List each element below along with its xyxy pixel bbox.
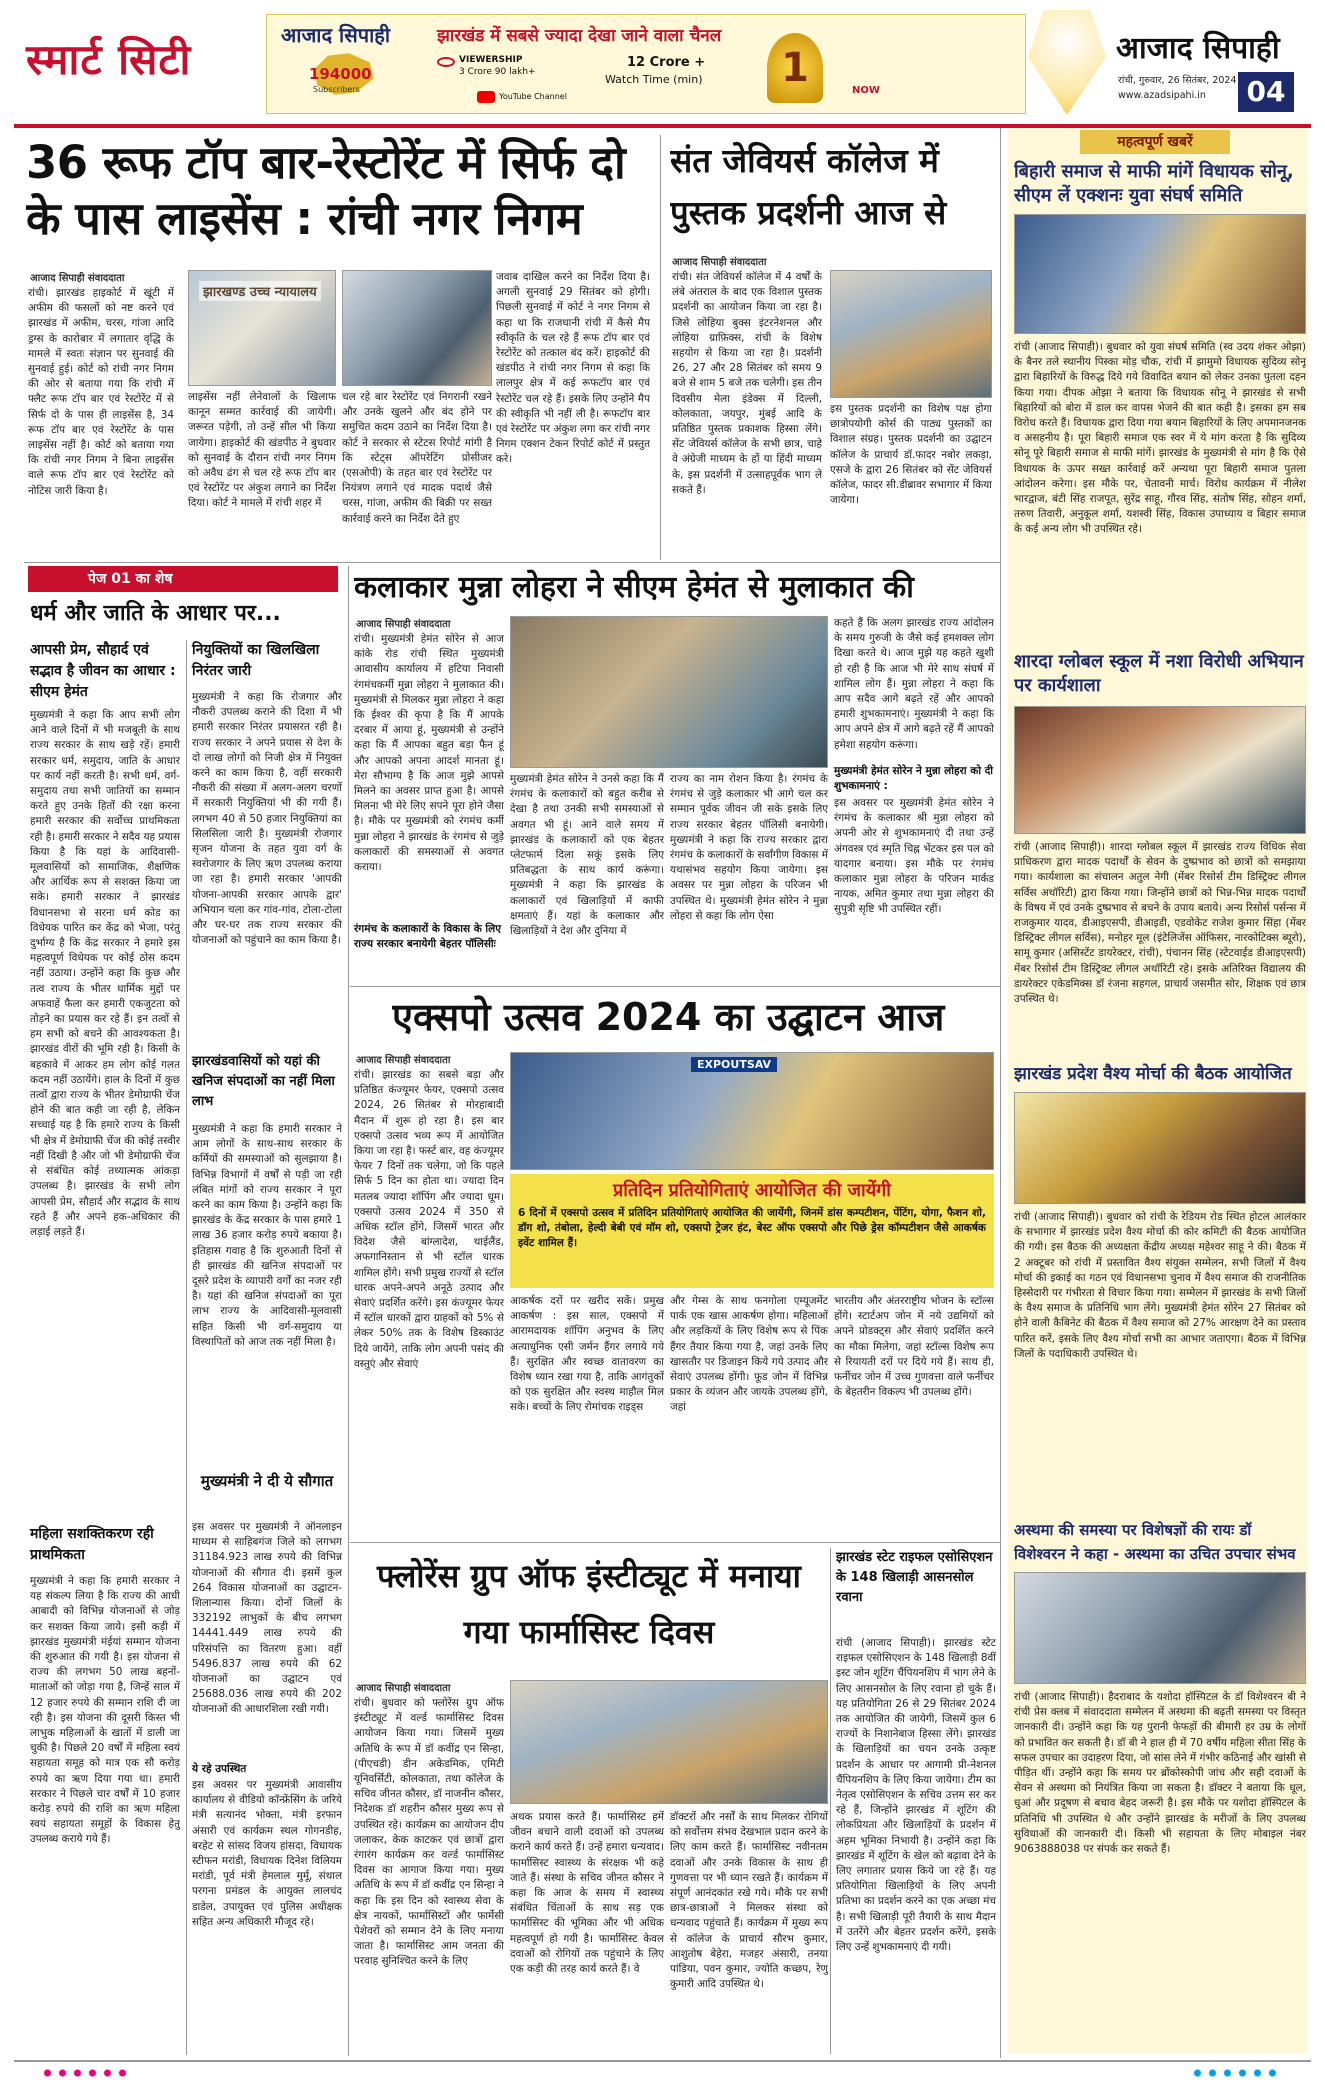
lead-col2-header-photo: [342, 270, 492, 386]
important-h1: बिहारी समाज से माफी मांगें विधायक सोनू, सीएम लें एक्शनः युवा संघर्ष समिति: [1014, 161, 1294, 206]
expo-col4: भारतीय और अंतरराष्ट्रीय भोजन के स्टॉल्स होंगे। स्टार्टअप जोन में नये उद्यमियों को अपने प्रोडक्ट्स और सेवाएं प्रदर्शित करने का मौका मिलेगा, जहां स्टॉल्स विशेष रूप से रियायती दरों पर दिये गये हैं। साथ ही, फर्नीचर जोन में उच्च गुणवत्ता वाले फर्नीचर के बेहतरीन विकल्प भी उपलब्ध होंगे।: [834, 1295, 994, 1399]
expo-col3: और गेम्स के साथ फनगोला एम्यूजमेंट पार्क एक खास आकर्षण होगा। महिलाओं और लड़कियों के लिए विशेष रूप से पिंक हैंगर तैयार किया गया है, जहां उनके लिए खासतौर पर डिजाइन किये गये उत्पाद और सेवाएं उपलब्ध होंगी। फूड जोन में विभिन्न प्रकार के व्यंजन और जायके उपलब्ध होंगे, जहां: [670, 1295, 828, 1414]
rifle-body: रांची (आजाद सिपाही)। झारखंड स्टेट राइफल एसोसिएशन के 148 खिलाड़ी 8वीं इस्ट जोन शूटिंग चैंपियनशिप में भाग लेने के लिए आसनसोल के लिए रवाना हो चुके हैं। यह प्रतियोगिता 26 से 29 सितंबर 2024 तक आयोजित की जायेगी, जिसमें कुल 6 राज्यों के निशानेबाज हिस्सा लेंगे। झारखंड के खिलाड़ियों का चयन उनके उत्कृष्ट प्रदर्शन के आधार पर आगामी प्री-नेशनल चैंपियनशिप के लिए किया जायेगा। टीम का नेतृत्व एसोसिएशन के सचिव उत्तम सर कर रहे हैं, जिन्होंने झारखंड में शूटिंग की लोकप्रियता और खिलाड़ियों के प्रदर्शन में अहम भूमिका निभायी है। उन्होंने कहा कि झारखंड में शूटिंग के खेल को बढ़ावा देने के लिए लगातार प्रयास किये जा रहे हैं। यह प्रतियोगिता खिलाड़ियों के लिए अपनी प्रतिभा का प्रदर्शन करने का एक अच्छा मंच है। सभी खिलाड़ी पूरी तैयारी के साथ मैदान में उतरेंगे और बेहतर प्रदर्शन करेंगे, इसके लिए उन्हें शुभकामनाएं दी गयी।: [836, 1637, 996, 1954]
eye-icon: [437, 57, 455, 67]
munna-byline: आजाद सिपाही संवाददाता: [356, 619, 451, 630]
expo-col1: रांची। झारखंड का सबसे बड़ा और प्रतिष्ठित कंज्यूमर फेयर, एक्सपो उत्सव 2024, 26 सितंबर से मोरहाबादी मैदान में शुरू हो रहा है। इस बार एक्सपो उत्सव भव्य रूप में आयोजित किया जा रहा है। फर्स्ट बार, वह कंज्यूमर फेयर 7 दिनों तक चलेगा, जो कि पहले सिर्फ 5 दिन का होता था। ज्यादा दिन मतलब ज्यादा शॉपिंग और ज्यादा धूम। एक्सपो उत्सव 2024 में 350 से अधिक स्टॉल होंगे, जिसमें भारत और विदेश जैसे बांग्लादेश, थाईलैंड, अफगानिस्तान से भी स्टॉल धारक शामिल होंगे। सभी प्रमुख राज्यों से स्टॉल धारक अपने-अपने अनूठे उत्पाद और सेवाएं प्रदर्शित करेंगे। इस कंज्यूमर फेयर में स्टॉल धारकों द्वारा ग्राहकों को 5% से लेकर 50% तक के विशेष डिस्काउंट दिये जायेंगे, ताकि लोग अपनी पसंद की वस्तुएं और सेवाएं: [354, 1069, 504, 1370]
munna-sub2: मुख्यमंत्री हेमंत सोरेन ने मुन्ना लोहरा को दी शुभकामनाएं :: [834, 765, 993, 792]
pen-nib-logo: [1028, 10, 1106, 115]
munna-col3: राज्य का नाम रोशन किया है। रंगमंच के रंगमंच से जुड़े कलाकार भी आगे चल कर सम्मान पूर्वक जीवन जी सके इसके लिए राज्य सरकार बेहतर पॉलिसी बनायेगी। मुख्यमंत्री ने कहा कि राज्य सरकार द्वारा रंगमंच के कलाकारों के सर्वांगीण विकास में यथासंभव सहयोग किया जायेगा। इस अवसर पर मुन्ना लोहरा के परिजन भी उपस्थित थे। मुख्यमंत्री हेमंत सोरेन ने मुन्ना लोहरा से कहा कि लोग ऐसा: [670, 773, 828, 922]
footer-rule: [14, 2060, 1311, 2062]
website[interactable]: www.azadsipahi.in: [1118, 90, 1206, 101]
footer-dots-right: [1190, 2068, 1280, 2078]
high-court-photo: [188, 270, 336, 386]
page1-sub3: नियुक्तियों का खिलखिला निरंतर जारी: [192, 642, 320, 679]
badge-number: 1: [781, 45, 809, 91]
page1-sub6: ये रहे उपस्थित: [192, 1763, 247, 1775]
ad-watchtime: 12 Crore +: [627, 55, 706, 70]
expo-banner-title: प्रतिदिन प्रतियोगिताएं आयोजित की जायेंगी: [613, 1180, 891, 1201]
pharma-photo: [510, 1680, 828, 1804]
xavier-col2: इस पुस्तक प्रदर्शनी का विशेष पक्ष होगा छात्रोपयोगी कोर्स की पाठ्य पुस्तकों का विशाल संग्रह। पुस्तक प्रदर्शनी का उद्घाटन कॉलेज के प्राचार्य डॉ.फादर नबोर लकड़ा, एसजे के द्वारा 26 सितंबर को सेंट जेवियर्स कॉलेज, फादर सी.डीब्रावर सभागार में किया जायेगा।: [830, 403, 992, 507]
xavier-col1: रांची। संत जेवियर्स कॉलेज में 4 वर्षों के लंबे अंतराल के बाद एक विशाल पुस्तक प्रदर्शनी का आयोजन किया जा रहा है। जिसे लोहिया बुक्स इंटरनेशनल और लोहिया ग्राफ़िक्स, रांची के विशेष सहयोग से किया जा रहा है। प्रदर्शनी 26, 27 और 28 सितंबर को समय 9 बजे से शाम 5 बजे तक चलेगी। इस तीन दिवसीय मेला इंडेक्स में दिल्ली, कोलकाता, जयपुर, मुंबई आदि के प्रतिष्ठित पुस्तक प्रकाशक हिस्सा लेंगे। सेंट जेवियर्स कॉलेज के सभी छात्र, चाहे वे अंग्रेजी माध्यम के हों या हिंदी माध्यम के, इस प्रदर्शनी में उत्साहपूर्वक भाग ले सकते हैं।: [672, 271, 822, 496]
ad-viewership: VIEWERSHIP: [459, 55, 523, 65]
important-photo3: [1014, 1092, 1306, 1204]
munna-col2: मुख्यमंत्री हेमंत सोरेन ने उनसे कहा कि मैं रंगमंच के कलाकारों को बहुत करीब से देखा है तथा उनकी सभी समस्याओं से अवगत भी हूं। आने वाले समय में झारखंड के कलाकारों को एक बेहतर प्लेटफार्म दिला सकूं इसके लिए प्रतिबद्धता के साथ कार्य करूंगा। मुख्यमंत्री ने कहा कि झारखंड के कलाकारों एवं खिलाड़ियों में काफी क्षमताएं हैं। यहां के कलाकार और खिलाड़ियों ने देश और दुनिया में: [510, 773, 664, 938]
important-h2: शारदा ग्लोबल स्कूल में नशा विरोधी अभियान पर कार्यशाला: [1014, 651, 1304, 696]
page1-p5: इस अवसर पर मुख्यमंत्री ने ऑनलाइन माध्यम से साहिबगंज जिले को लगभग 31184.923 लाख रुपये की विभिन्न योजनाओं की सौगात दी। इसमें कुल 264 विकास योजनाओं का उद्घाटन-शिलान्यास किया। दोनों जिलों के 332192 लाभुकों के बीच लगभग 14441.449 लाख रुपये की परिसंपत्ति का वितरण हुआ। वहीं 5496.837 लाख रुपये की 62 योजनाओं का उद्घाटन एवं 25688.036 लाख रुपये की 202 योजनाओं की आधारशिला रखी गयी।: [192, 1521, 342, 1716]
date-line: रांची, गुरुवार, 26 सितंबर, 2024: [1118, 75, 1237, 86]
important-label: महत्वपूर्ण खबरें: [1080, 130, 1230, 154]
xavier-byline: आजाद सिपाही संवाददाता: [672, 257, 767, 268]
expo-photo-banner: EXPOUTSAV: [691, 1057, 777, 1072]
important-photo2: [1014, 706, 1306, 834]
munna-col4: कहते हैं कि अलग झारखंड राज्य आंदोलन के समय गुरुजी के जैसे कई हमशक्ल लोग दिखा करते थे। आज मुझे यह कहते खुशी हो रही है कि आज भी मेरे साथ संघर्ष में शामिल लोग हैं। मुन्ना लोहरा ने कहा कि आप सदैव आगे बढ़ते रहें और आपको हमारी शुभकामनाएं। मुख्यमंत्री ने कहा कि आप अपने क्षेत्र में आगे बढ़ते रहें मैं आपको हमेशा सहयोग करूंगा।: [834, 617, 994, 751]
lead-col4: जवाब दाखिल करने का निर्देश दिया है। अगली सुनवाई 29 सितंबर को होगी। पिछली सुनवाई में कोर्ट ने नगर निगम से कहा था कि राजधानी रांची में कैसे मैप स्वीकृति के चल रहे हैं रूफ टॉप बार एवं रेस्टोरेंट को तत्काल बंद करें। हाइकोर्ट की खंडपीठ ने रांची नगर निगम से कहा कि लालपुर क्षेत्र में कई रूफटॉप बार एवं रेस्टोरेंट चल रहे हैं। इसके लिए उन्होंने मैप की स्वीकृति भी नहीं ली है। रूफटॉप बार एवं रेस्टोरेंट पर अंकुश लगा कर रांची नगर निगम एक्शन टेकन रिपोर्ट कोर्ट में प्रस्तुत करे।: [496, 271, 650, 466]
ad-youtube-label: YouTube Channel: [499, 92, 567, 101]
page1-p2: मुख्यमंत्री ने कहा कि हमारी सरकार ने यह संकल्प लिया है कि राज्य की आधी आबादी को विभिन्न योजनाओं से जोड़ कर सशक्त किया जाये। इसी कड़ी में झारखंड मुख्यमंत्री मंईयां सम्मान योजना की शुरुआत की गयी है। इस योजना से राज्य की लगभग 50 लाख बहनों-माताओं को जोड़ा गया है, जिन्हें साल में 12 हजार रुपये की सम्मान राशि दी जा रही है। इस योजना की दूसरी किस्त भी लाभुक महिलाओं के खातों में डाली जा चुकी है। पिछले 20 वर्षों में महिला स्वयं सहायता समूह को मात्र एक सौ करोड़ रुपये का ऋण दिया गया था। हमारी सरकार ने पिछले चार वर्षों में 10 हजार करोड़ रुपये की राशि का ऋण महिला स्वयं सहायता समूहों के विकास हेतु उपलब्ध कराये गये हैं।: [30, 1575, 180, 1846]
ad-subscribers-label: Subscribers: [313, 85, 360, 94]
ad-watchtime-label: Watch Time (min): [605, 73, 703, 86]
pharma-col3: डॉक्टरों और नर्सों के साथ मिलकर रोगियों को सर्वोत्तम संभव देखभाल प्रदान करने के लिए काम करते हैं। फार्मासिस्ट नवीनतम दवाओं और उनके विकास के साथ ही गुणवत्ता पर भी ध्यान रखते हैं। कार्यक्रम में संपूर्ण आनंदकांत रखे गये। मौके पर सभी छात्र-छात्राओं ने मिलकर संस्था को धन्यवाद पहुंचाते हैं। कार्यक्रम में मुख्य रूप से कॉलेज के प्राचार्य सौरभ कुमार, आशुतोष बेहेरा, मजहर अंसारी, तनया पांडिया, पवन कुमार, ज्योति कच्छप, रेणु कुमारी आदि उपस्थित थे।: [670, 1811, 828, 1991]
masthead: [18, 10, 1308, 125]
munna-headline: कलाकार मुन्ना लोहरा ने सीएम हेमंत से मुलाकात की: [354, 570, 914, 605]
xavier-headline: संत जेवियर्स कॉलेज में पुस्तक प्रदर्शनी आज से: [670, 141, 947, 232]
important-p1: रांची (आजाद सिपाही)। बुधवार को युवा संघर्ष समिति (स्व उदय शंकर ओझा) के बैनर तले स्थानीय पिस्का मोड़ चौक, रांची में झामुमो विधायक सुदिव्य सोनू द्वारा बिहारियों के विरुद्ध दिये गये विवादित बयान को लेकर उनका पुतला दहन किया गया। दीपक ओझा ने बताया कि विधायक सोनू ने झारखंड से सभी बिहारियों को बोरा में डाल कर वापस भेजने की बात कही है। इसका हम सब विरोध करते हैं। विधायक द्वारा दिया गया बयान बिहारियों के लिए अपमानजनक व असहनीय है। पूरा बिहारी समाज एक स्वर में ये मांग करता है कि सुदिव्य सोनू पूरे बिहारी समाज से माफी मांगें। झारखंड के मुख्यमंत्री से मांग है कि ऐसे विधायक के ऊपर सख्त कार्रवाई करें अन्यथा पूरा बिहारी समाज पुतला आंदोलन करेगा। इस मौके पर, चेतावनी मार्च। विरोध कार्यक्रम में नीलेश भारद्वाज, बंटी सिंह राजपूत, सुरेंद्र साहू, गौरव सिंह, संतोष सिंह, सोहन शर्मा, तरुण तिवारी, अनुकूल शर्मा, यशस्वी सिंह, विकास उपाध्याय व बिहार समाज के कई अन्य लोग भी उपस्थित रहे।: [1014, 341, 1306, 536]
section-title: स्मार्ट सिटी: [26, 35, 192, 84]
important-photo1: [1014, 214, 1306, 334]
expo-banner: [510, 1174, 994, 1288]
youtube-icon: [477, 91, 495, 103]
expo-byline: आजाद सिपाही संवाददाता: [356, 1055, 451, 1066]
munna-photo: [510, 616, 828, 768]
pharma-col1: रांची। बुधवार को फ्लोरेंस ग्रुप ऑफ इंस्टीट्यूट में वर्ल्ड फार्मासिस्ट दिवस आयोजन किया गया। जिसमें मुख्य अतिथि के रूप में डॉ कवींद्र एन सिन्हा, (पीएचडी) डीन अकेडमिक, एमिटी यूनिवर्सिटी, कोलकाता, तथा कॉलेज के सचिव जीनत कौसर, डॉ नाजनीन कौसर, निदेशक डॉ शहरीन कौसर मुख्य रूप से उपस्थित रहे। कार्यक्रम का आयोजन दीप जलाकर, केक काटकर एवं छात्रों द्वारा रंगारंग कार्यक्रम कर वर्ल्ड फार्मासिस्ट दिवस का आगाज किया गया। मुख्य अतिथि के रूप में डॉ कवींद्र एन सिन्हा ने कहा कि इस दिन को स्वास्थ्य सेवा के क्षेत्र नायकों, फार्मासिस्टों और फार्मेसी पेशेवरों को सम्मान देने के लिए मनाया जाता है। फार्मासिस्ट आम जनता की परवाह सुनिश्चित करने के लिए: [354, 1697, 504, 1968]
lead-headline: 36 रूफ टॉप बार-रेस्टोरेंट में सिर्फ दो के पास लाइसेंस : रांची नगर निगम: [26, 136, 626, 245]
page1-sub2: महिला सशक्तिकरण रही प्राथमिकता: [30, 1526, 154, 1563]
important-h3: झारखंड प्रदेश वैश्य मोर्चा की बैठक आयोजित: [1014, 1064, 1292, 1084]
ad-tagline: झारखंड में सबसे ज्यादा देखा जाने वाला चैनल: [437, 26, 722, 46]
important-p2: रांची (आजाद सिपाही)। शारदा ग्लोबल स्कूल में झारखंड राज्य विधिक सेवा प्राधिकरण द्वारा मादक पदार्थों के सेवन के दुष्प्रभाव को छात्रों को समझाया गया। कार्यशाला का संचालन अतुल नेगी (मेंबर रिसोर्स टीम डिस्ट्रिक्ट लीगल सर्विस अथॉरिटी) द्वारा किया गया। जिन्होंने छात्रों को भिन्न-भिन्न मादक पदार्थों के विषय में एवं उनके दुष्प्रभाव से बचने के उपाय बताये। अन्य रिसोर्स पर्सन्स में राजकुमार यादव, डीआइएसपी, डीआइडी, एडवोकेट राजेश कुमार सिंहा (मेंबर डिस्ट्रिक्ट लीगल सर्विस), मनोहर मूल (इंटेलिजेंस ऑफिसर, नारकोटिक्स ब्यूरो), सामू कुमार (असिस्टेंट डायरेक्टर, रांची), पंचानन सिंह (स्टेटवाईड डीआइएसपी) मेंबर रिसोर्स टीम डिस्ट्रिक्ट लीगल अथॉरिटी रहे। इसके अतिरिक्त विद्यालय की डायरेक्टर एकेडमिक्स डॉ रंजना सहगल, प्राचार्य जसमीत सोर, शिक्षक एवं छात्र उपस्थित थे।: [1014, 841, 1306, 1006]
number-one-badge: [767, 33, 823, 103]
page1-p1: मुख्यमंत्री ने कहा कि आप सभी लोग आने वाले दिनों में भी मजबूती के साथ राज्य सरकार के साथ खड़े रहें। हमारी सरकार धर्म, समुदाय, जाति के आधार पर कार्य नहीं करती है। सभी धर्म, वर्ग-समुदाय तथा सभी जातियों का सम्मान करते हुए उनके हितों की रक्षा करना हमारी सरकार की सर्वोच्च प्राथमिकता रही है। हमारी सरकार ने सदैव यह प्रयास किया है कि यहां के आदिवासी-मूलवासियों को सामाजिक, शैक्षणिक और आर्थिक रूप से सशक्त किया जा सके। हमारी सरकार ने झारखंड विधानसभा से सरना धर्म कोड का विधेयक पारित कर केंद्र को भेजा, परंतु दुर्भाग्य है कि केंद्र सरकार ने हमारे इस महत्वपूर्ण विधेयक पर कोई ठोस कदम नहीं उठाया। उन्होंने कहा कि कुछ और तत्व राज्य के भीतर धार्मिक मुद्दों पर अफवाहें फैला कर हमारी एकजुटता को तोड़ने का प्रयास कर रहे हैं। इन तत्वों से हम सभी को बचने की आवश्यकता है। झारखंड वीरों की भूमि रही है। किसी के बहकावे में आकर हम लोग कोई गलत कदम नहीं उठायेंगे। हाल के दिनों में कुछ तत्वों द्वारा राज्य के भीतर डेमोग्राफी चेंज होने की बात कही जा रही है, लेकिन सच्चाई यह है कि हमारे राज्य के किसी भी क्षेत्र में डेमोग्राफी चेंज की कोई तस्वीर नहीं दिखी है और जो भी डेमोग्राफी चेंज से संबंधित कोई तथ्यात्मक आंकड़ा उपलब्ध है। झारखंड के सभी लोग आपसी प्रेम, सौहार्द और सद्भाव के साथ रहते हैं और अपने हक-अधिकार की लड़ाई लड़ते हैं।: [30, 709, 180, 1238]
paper-name: आजाद सिपाही: [1116, 31, 1280, 66]
ad-viewership-value: 3 Crore 90 lakh+: [459, 67, 536, 77]
ad-brand: आजाद सिपाही: [281, 23, 391, 47]
expo-headline: एक्सपो उत्सव 2024 का उद्घाटन आज: [392, 995, 945, 1039]
rifle-headline: झारखंड स्टेट राइफल एसोसिएशन के 148 खिलाड़ी आसनसोल रवाना: [836, 1550, 993, 1605]
important-p4: रांची (आजाद सिपाही)। हैदराबाद के यशोदा हॉस्पिटल के डॉ विशेश्वरन बी ने रांची प्रेस क्लब में संवाददाता सम्मेलन में अस्थमा की बढ़ती समस्या पर विस्तृत जानकारी दी। उन्होंने कहा कि यह पुरानी फेफड़ों की बीमारी हर उम्र के लोगों को प्रभावित कर सकती है। डॉ बी ने हाल ही में 70 वर्षीय महिला सीता सिंह के सफल उपचार का उदाहरण दिया, जो सांस लेने में गंभीर कठिनाई और खांसी से पीड़ित थीं। उन्होंने कहा कि समय पर ब्रोंकोस्कोपी जांच और सही दवाओं के सेवन से अस्थमा को नियंत्रित किया जा सकता है। डॉक्टर ने बताया कि धूल, धुआं और प्रदूषण से बचाव बेहद जरूरी है। इस मौके पर यशोदा हॉस्पिटल के प्रतिनिधि भी उपस्थित थे और उन्होंने झारखंड के मरीजों के लिए उपलब्ध सुविधाओं की जानकारी दी। किसी भी सहायता के लिए मोबाइल नंबर 9063888038 पर संपर्क कर सकते हैं।: [1014, 1691, 1306, 1856]
page1-p3: मुख्यमंत्री ने कहा कि रोजगार और नौकरी उपलब्ध कराने की दिशा में भी हमारी सरकार निरंतर प्रयासरत रही है। राज्य सरकार ने अपने प्रयास से देश के दो लाख लोगों को निजी क्षेत्र में नियुक्त करने का काम किया है, वहीं सरकारी नौकरी की संख्या में अलग-अलग चरणों में सरकारी नियुक्तियां भी की गयी हैं। लगभग 40 से 50 हजार नियुक्तियां का सिलसिला जारी है। मुख्यमंत्री रोजगार सृजन योजना के तहत युवा वर्ग के स्वरोजगार के लिए ऋण उपलब्ध कराया जा रहा है। हमारी सरकार 'आपकी योजना-आपकी सरकार आपके द्वार' अभियान चला कर गांव-गांव, टोला-टोला और घर-घर तक राज्य सरकार की योजनाओं को पहुंचाने का काम किया है।: [192, 691, 342, 947]
expo-photo: [510, 1052, 994, 1170]
expo-col2: आकर्षक दरों पर खरीद सकें। प्रमुख आकर्षण : इस साल, एक्सपो में आरामदायक शॉपिंग अनुभव के लिए अत्याधुनिक एसी जर्मन हैंगर लगाये गये हैं। सुरक्षित और स्वच्छ वातावरण का विशेष ध्यान रखा गया है, ताकि आगंतुकों को एक सुरक्षित और स्वस्थ माहौल मिल सके। बच्चों के लिए रोमांचक राइड्स: [510, 1295, 664, 1414]
page1-label: पेज 01 का शेष: [28, 566, 338, 592]
page1-sub5: मुख्यमंत्री ने दी ये सौगात: [200, 1472, 334, 1490]
page1-sub1: आपसी प्रेम, सौहार्द एवं सद्भाव है जीवन का आधार : सीएम हेमंत: [30, 642, 176, 700]
munna-col1: रांची। मुख्यमंत्री हेमंत सोरेन से आज कांके रोड रांची स्थित मुख्यमंत्री आवासीय कार्यालय में हटिया निवासी रंगमंचकर्मी मुन्ना लोहरा ने मुलाकात की। मुख्यमंत्री से मिलकर मुन्ना लोहरा ने कहा कि ईश्वर की कृपा है कि मैं आपके दरबार में आया हूं, मुख्यमंत्री से उन्होंने कहा कि मैं आपका बहुत बड़ा फैन हूं और आपको अपना आदर्श मानता हूं। मेरा सौभाग्य है कि आज मुझे आपसे मिलने का अवसर प्राप्त हुआ है। आपसे मिलना भी मेरे लिए सपने पूरा होने जैसा है। मौके पर मुख्यमंत्री को रंगमंच कर्मी मुन्ना लोहरा ने झारखंड के रंगमंच से जुड़े कलाकारों की समस्याओं से अवगत कराया।: [354, 633, 504, 874]
lead-col1: रांची। झारखंड हाइकोर्ट में खूंटी में अफीम की फसलों को नष्ट करने एवं झारखंड में अफीम, चरस, गांजा आदि ड्रग्स के कारोबार में लगातार वृद्धि के मामले में स्वतः संज्ञान पर सुनवाई की सुनवाई हुई। कोर्ट को रांची नगर निगम की ओर से बताया गया कि रांची में फ्लैट रूफ टॉप बार एवं रेस्टोरेंट में से सिर्फ दो के पास ही लाइसेंस है, 34 रूफ टॉप बार एवं रेस्टोरेंट के पास लाइसेंस नहीं है। कोर्ट को बताया गया कि रांची नगर निगम ने बिना लाइसेंस वाले रूफ टॉप बार एवं रेस्टोरेंट को नोटिस जारी किया है।: [28, 287, 174, 497]
page1-headline: धर्म और जाति के आधार पर...: [30, 601, 281, 626]
important-p3: रांची (आजाद सिपाही)। बुधवार को रांची के रेडियम रोड स्थित होटल आलंकार के सभागार में झारखंड प्रदेश वैश्य मोर्चा की कोर कमिटी की बैठक आयोजित की गयी। इस बैठक की अध्यक्षता केंद्रीय अध्यक्ष महेश्वर साहू ने की। बैठक में 2 अक्टूबर को रांची में प्रस्तावित वैश्य संयुक्त सम्मेलन, सभी जिलों में वैश्य मोर्चा की इकाई का गठन एवं विधानसभा चुनाव में वैश्य समाज की राजनीतिक हिस्सेदारी पर गंभीरता से विचार किया गया। सम्मेलन में झारखंड के सभी जिलों के वैश्य समाज के प्रतिनिधि भाग लेंगे। मुख्यमंत्री हेमंत सोरेन 27 सितंबर को होने वाली कैबिनेट की बैठक में वैश्य समाज को 27% आरक्षण देने का प्रस्ताव पारित करें, इसके लिए वैश्य मोर्चा सभी का आभार जताएगा। बैठक में विभिन्न जिलों के पदाधिकारी उपस्थित थे।: [1014, 1211, 1306, 1360]
pharma-byline: आजाद सिपाही संवाददाता: [356, 1683, 451, 1694]
court-sign: झारखण्ड उच्च न्यायालय: [199, 281, 321, 301]
important-photo4: [1014, 1572, 1306, 1684]
page1-p4: मुख्यमंत्री ने कहा कि हमारी सरकार ने आम लोगों के साथ-साथ सरकार के कर्मियों की समस्याओं को सुलझाया है। विभिन्न विभागों में वर्षों से पड़ी जा रही लंबित मांगों को राज्य सरकार ने पूरा करने का काम किया है। उन्होंने कहा कि झारखंड के केंद्र सरकार के पास हमारे 1 लाख 36 हजार करोड़ रुपये बकाया है। इतिहास गवाह है कि शुरुआती दिनों से ही झारखंड की खनिज संपदाओं पर दूसरे प्रदेश के व्यापारी वर्गों का नजर रही है। यहां की खनिज संपदाओं का पूरा लाभ राज्य के आदिवासी-मूलवासी सहित किसी भी वर्ग-समुदाय या विस्थापितों को आज तक नहीं मिला है।: [192, 1123, 342, 1348]
lead-byline: आजाद सिपाही संवाददाता: [30, 273, 125, 284]
important-h4: अस्थमा की समस्या पर विशेषज्ञों की रायः डॉ विशेश्वरन ने कहा - अस्थमा का उचित उपचार संभव: [1014, 1521, 1296, 1563]
munna-col4b: इस अवसर पर मुख्यमंत्री हेमंत सोरेन ने रंगमंच के कलाकार श्री मुन्ना लोहरा को अपनी ओर से शुभकामनाएं दी तथा उन्हें अंगवस्त्र एवं स्मृति चिह्न भेंटकर इस पल को यादगार बनाया। इस मौके पर रंगमंच कलाकार मुन्ना लोहरा के परिजन मार्कड नायक, अमित कुमार तथा मुन्ना लोहरा की सुपुत्री सृष्टि भी उपस्थित रहीं।: [834, 797, 994, 916]
footer-dots-left: [40, 2068, 130, 2078]
xavier-photo: [830, 270, 992, 398]
expo-banner-body: 6 दिनों में एक्सपो उत्सव में प्रतिदिन प्रतियोगिताएं आयोजित की जायेंगी, जिनमें डांस कम्पटीशन, पेंटिंग, योगा, फैशन शो, डॉग शो, तंबोला, हेल्दी बेबी एवं मॉम शो, एक्सपो ट्रेजर हंट, बेस्ट ऑफ एक्सपो और पिछे ड्रेस कॉम्पटीशन जैसे आकर्षक इवेंट शामिल हैं।: [518, 1207, 986, 1249]
page1-sub4: झारखंडवासियों को यहां की खनिज संपदाओं का नहीं मिला लाभ: [192, 1054, 335, 1109]
ad-now: NOW: [852, 85, 880, 96]
lead-col3: चल रहे बार रेस्टोरेंट एवं निगरानी रखने और उनके खुलने और बंद होने पर समुचित कदम उठाने का निर्देश दिया है। कोर्ट ने सरकार से स्टेटस रिपोर्ट मांगी है कि स्टेट्स ऑपरेटिंग प्रोसीजर (एसओपी) के तहत बार एवं रेस्टोरेंट पर नियंत्रण लगाने एवं मादक पदार्थ जैसे चरस, गांजा, अफीम की बिक्री पर सख्त कार्रवाई करने का निर्देश देते हुए: [342, 391, 492, 525]
munna-sub: रंगमंच के कलाकारों के विकास के लिए राज्य सरकार बनायेगी बेहतर पॉलिसीः: [354, 923, 502, 950]
channel-ad[interactable]: [266, 14, 1026, 114]
lead-col2: लाइसेंस नहीं लेनेवालों के खिलाफ कानून सम्मत कार्रवाई की जायेगी। जरूरत पड़ेगी, तो उन्हें सील भी किया जायेगा। हाइकोर्ट की खंडपीठ ने बुधवार को सुनवाई के दौरान रांची नगर निगम को अवैध ढंग से चल रहे रूफ टॉप बार एवं रेस्टोरेंट पर अंकुश लगाने का निर्देश दिया। कोर्ट ने मामले में रांची शहर में: [188, 391, 336, 510]
page1-p6: इस अवसर पर मुख्यमंत्री आवासीय कार्यालय से वीडियो कॉन्फ्रेंसिंग के जरिये मंत्री सत्यानंद भोक्ता, मंत्री इरफान अंसारी एवं कार्यक्रम स्थल गोगनडीह, बरहेट से सांसद विजय हांसदा, विधायक स्टीफन मरांडी, विधायक दिनेश विलियम मरांडी, पूर्व मंत्री हेमलाल मुर्मू, संथाल परगना प्रमंडल के आयुक्त लालचंद डाडेल, उपायुक्त एवं पुलिस अधीक्षक सहित अन्य अधिकारी मौजूद रहे।: [192, 1779, 342, 1928]
pharma-col2: अथक प्रयास करते हैं। फार्मासिस्ट हमें जीवन बचाने वाली दवाओं को उपलब्ध कराने कार्य करते हैं। उन्हें हमारा धन्यवाद। फार्मासिस्ट स्वास्थ्य के संरक्षक भी कहे जाते हैं। संस्था के सचिव जीनत कौसर ने कहा कि आज के समय में स्वास्थ्य संबंधित चिंताओं के साथ सड़ एक फार्मासिस्ट की भूमिका और भी अधिक महत्वपूर्ण हो गयी है। फार्मासिस्ट केवल दवाओं को रोगियों तक पहुंचाने के लिए एक कड़ी की तरह कार्य करते हैं। वे: [510, 1811, 664, 1976]
page-number: 04: [1238, 72, 1294, 112]
pharma-headline: फ्लोरेंस ग्रुप ऑफ इंस्टीट्यूट में मनाया गया फार्मासिस्ट दिवस: [377, 1557, 801, 1651]
ad-subscribers: 194000: [309, 65, 372, 83]
